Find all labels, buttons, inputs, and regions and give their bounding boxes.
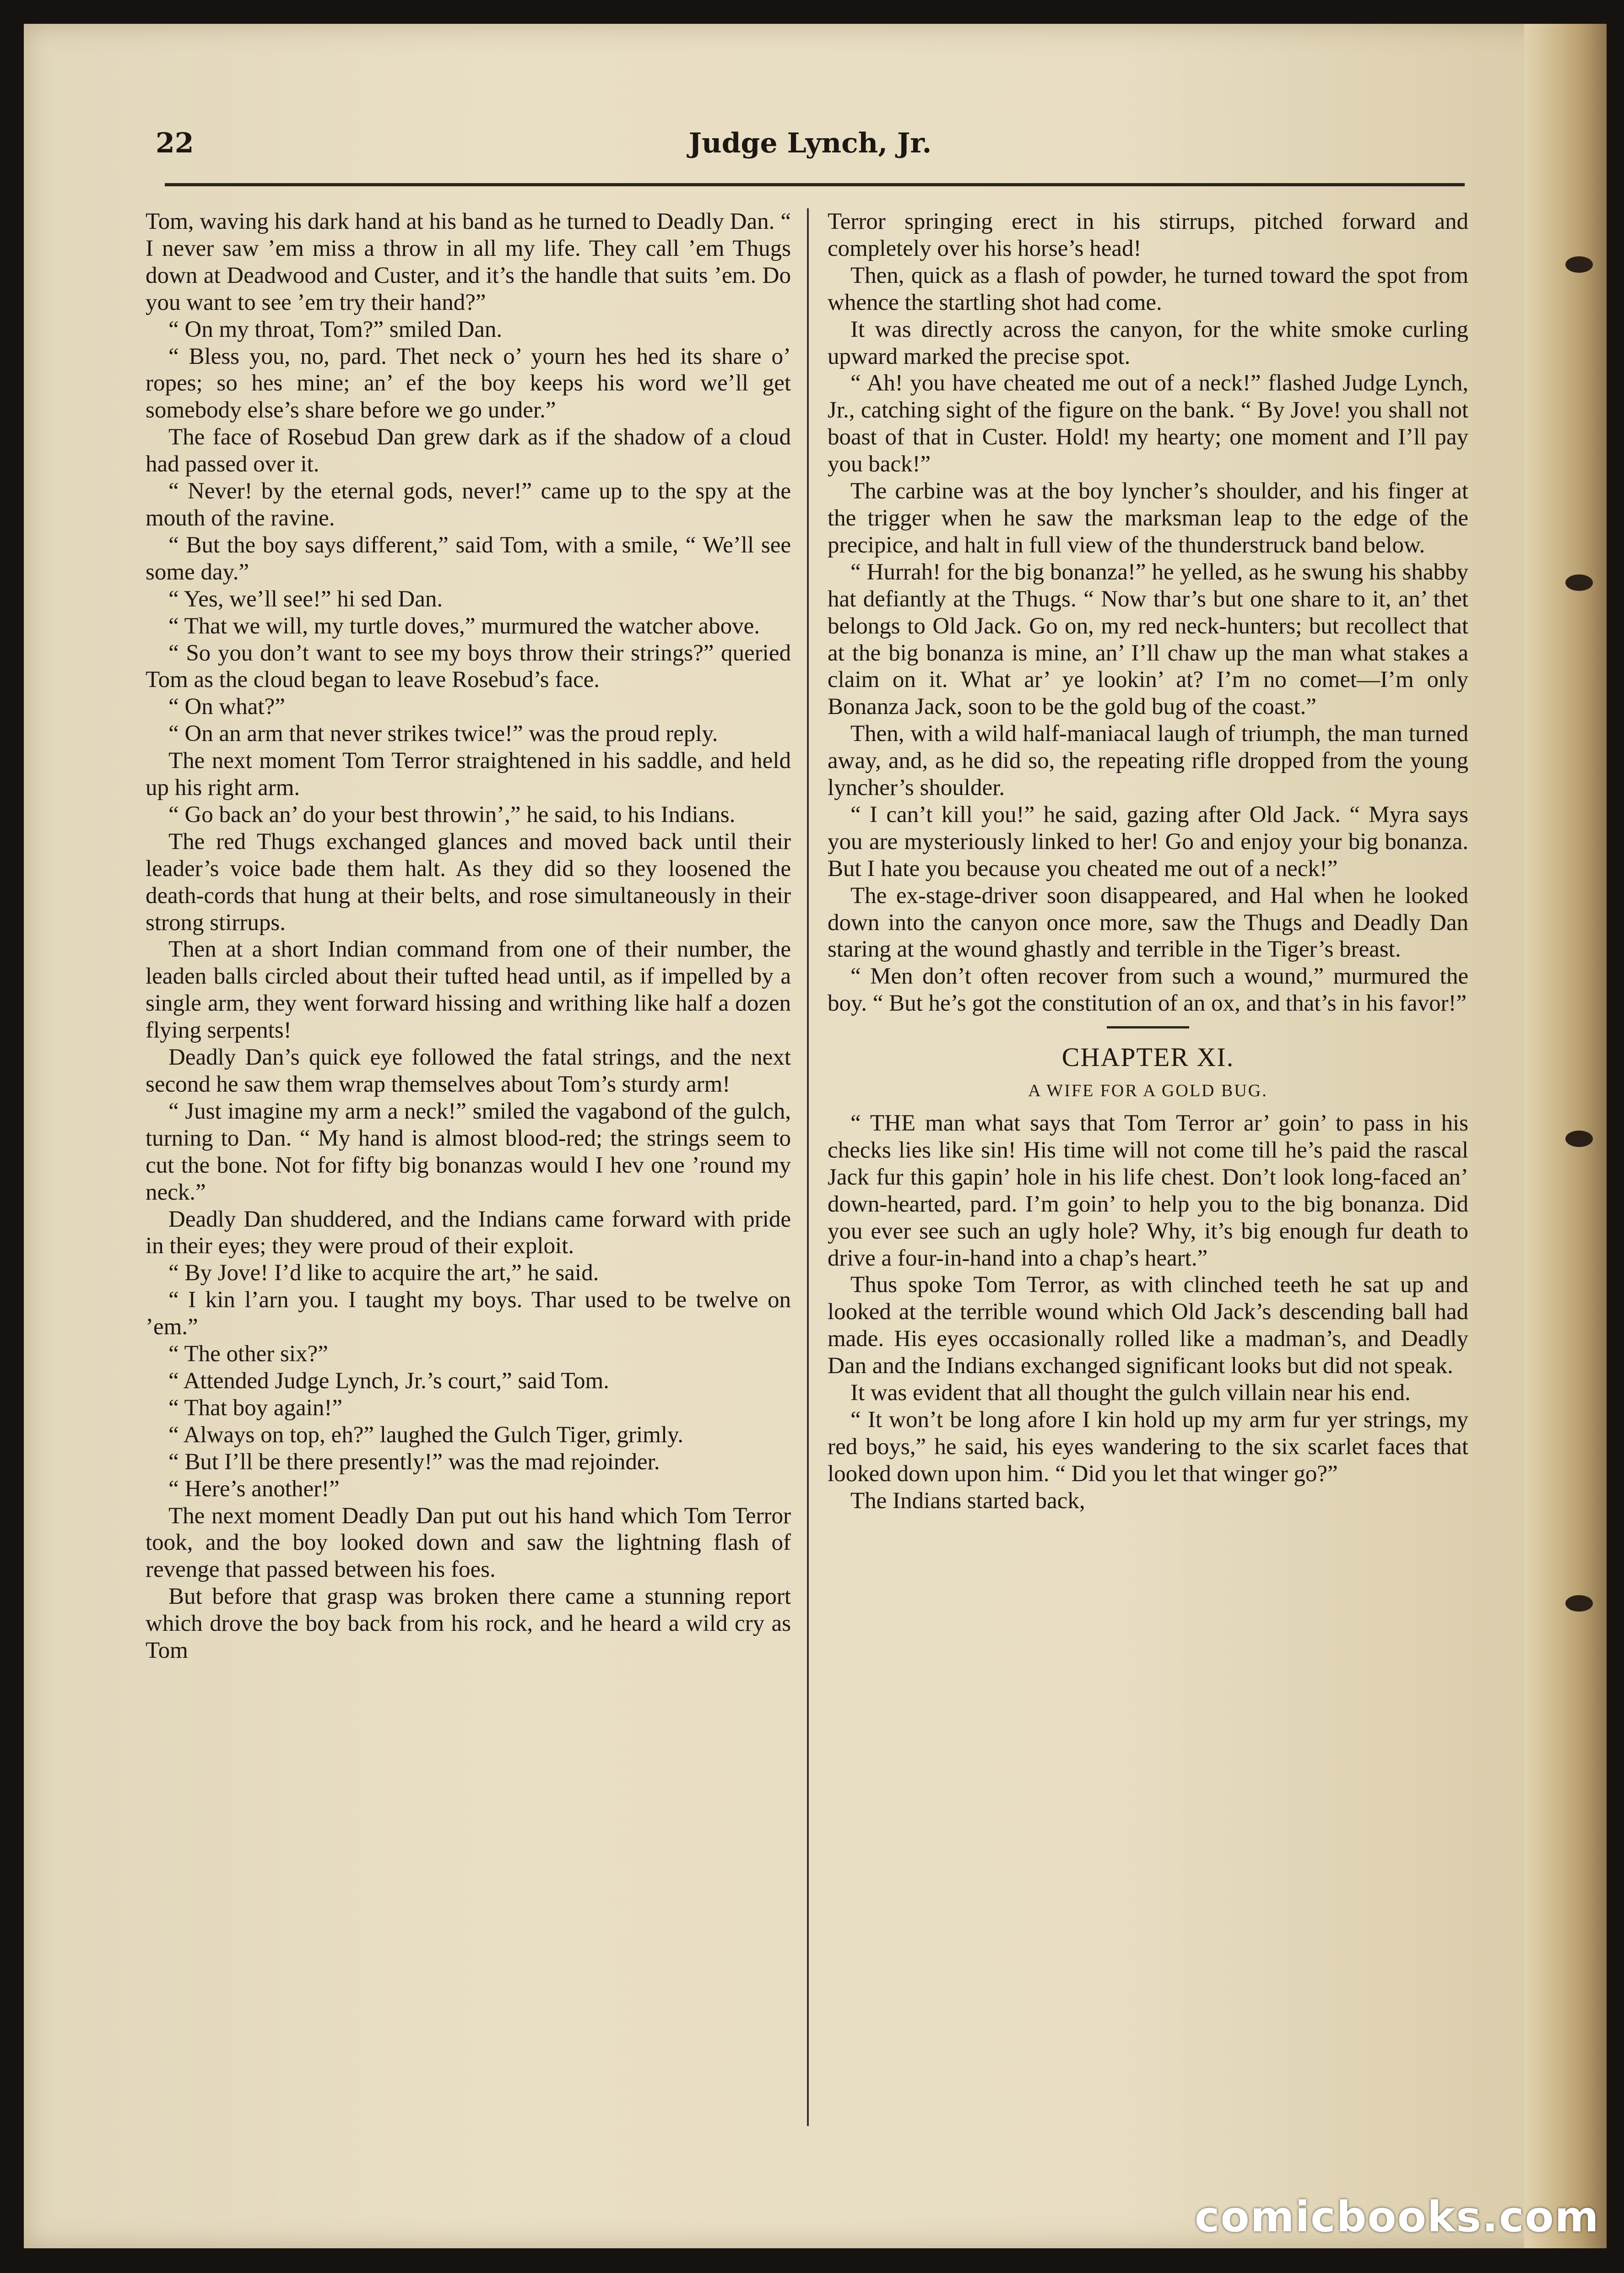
header-rule: [165, 183, 1465, 186]
binding-hole: [1565, 256, 1593, 273]
chapter-subtitle: A WIFE FOR A GOLD BUG.: [1028, 1081, 1268, 1101]
paragraph: The next moment Tom Terror straightened in his saddle, and held up his right arm.: [146, 748, 791, 801]
binding-hole: [1565, 1595, 1593, 1612]
paragraph: “ Hurrah! for the big bonanza!” he yelled, as he swung his shabby hat defiantly at the Thugs. “ Now thar’s but one share to it, an’ thet belongs to Old Jack. Go on, my red neck-hunters; but recollect that at the big bonanza is mine, an’ I’ll chaw up the man what stakes a claim on it. What ar’ ye lookin’ at? I’m no comet—I’m only Bonanza Jack, soon to be the gold bug of the coast.”: [828, 559, 1468, 720]
paragraph: Deadly Dan shuddered, and the Indians came forward with pride in their eyes; they were proud of their exploit.: [146, 1206, 791, 1259]
paragraph: “ That boy again!”: [168, 1395, 342, 1421]
paragraph: “ Just imagine my arm a neck!” smiled the vagabond of the gulch, turning to Dan. “ My hand is almost blood-red; the strings seem to cut the bone. Not for fifty big bonanzas would I hev one ’round my neck.”: [146, 1098, 791, 1205]
paragraph: Terror springing erect in his stirrups, pitched forward and completely over his horse’s head!: [828, 209, 1468, 261]
paragraph: “ But the boy says different,” said Tom, with a smile, “ We’ll see some day.”: [146, 532, 791, 585]
paragraph: “ Attended Judge Lynch, Jr.’s court,” said Tom.: [168, 1368, 609, 1394]
paragraph: The face of Rosebud Dan grew dark as if the shadow of a cloud had passed over it.: [146, 424, 791, 477]
paragraph: “ On what?”: [168, 694, 285, 720]
chapter-title: CHAPTER XI.: [1061, 1042, 1234, 1072]
paragraph: Tom, waving his dark hand at his band as he turned to Deadly Dan. “ I never saw ’em miss a throw in all my life. They call ’em Thugs down at Deadwood and Custer, and it’s the handle that suits ’em. Do you want to see ’em try their hand?”: [146, 209, 791, 315]
paragraph: “ So you don’t want to see my boys throw their strings?” queried Tom as the cloud began to leave Rosebud’s face.: [146, 640, 791, 693]
paragraph: Deadly Dan’s quick eye followed the fatal strings, and the next second he saw them wrap themselves about Tom’s sturdy arm!: [146, 1044, 791, 1097]
page-number: 22: [156, 127, 194, 159]
paragraph: Thus spoke Tom Terror, as with clinched teeth he sat up and looked at the terrible wound which Old Jack’s descending ball had made. His eyes occasionally rolled like a madman’s, and Deadly Dan and the Indians exchanged significant looks but did not speak.: [828, 1272, 1468, 1379]
paragraph: The next moment Deadly Dan put out his hand which Tom Terror took, and the boy looked down and saw the lightning flash of revenge that passed between his foes.: [146, 1503, 791, 1583]
paragraph: Then, quick as a flash of powder, he turned toward the spot from whence the startling shot had come.: [828, 262, 1468, 315]
paragraph: “ I can’t kill you!” he said, gazing after Old Jack. “ Myra says you are mysteriously linked to her! Go and enjoy your big bonanza. But I hate you because you cheated me out of a neck!”: [828, 801, 1468, 882]
section-rule: [1107, 1026, 1189, 1028]
page-header: [156, 127, 1465, 164]
paragraph: The carbine was at the boy lyncher’s shoulder, and his finger at the trigger when he saw the marksman leap to the edge of the precipice, and halt in full view of the thunderstruck band below.: [828, 478, 1468, 558]
paragraph: It was directly across the canyon, for the white smoke curling upward marked the precise spot.: [828, 316, 1468, 369]
page-binding-edge: [1524, 24, 1607, 2248]
paragraph: “ Here’s another!”: [168, 1476, 340, 1502]
paragraph: “ By Jove! I’d like to acquire the art,” he said.: [168, 1260, 599, 1286]
paragraph: “ I kin l’arn you. I taught my boys. Thar used to be twelve on ’em.”: [146, 1287, 791, 1340]
paragraph: The red Thugs exchanged glances and moved back until their leader’s voice bade them halt. As they did so they loosened the death-cords that hung at their belts, and rose simultaneously in their strong stirrups.: [146, 828, 791, 936]
binding-hole: [1565, 1131, 1593, 1147]
paragraph: “ Men don’t often recover from such a wound,” murmured the boy. “ But he’s got the constitution of an ox, and that’s in his favor!”: [828, 963, 1468, 1017]
right-column-top: [828, 208, 1468, 1017]
paragraph: “ Yes, we’ll see!” hi sed Dan.: [168, 586, 443, 612]
paragraph: “ Always on top, eh?” laughed the Gulch Tiger, grimly.: [168, 1422, 683, 1448]
binding-hole: [1565, 574, 1593, 591]
paragraph: Then, with a wild half-maniacal laugh of triumph, the man turned away, and, as he did so, the repeating rifle dropped from the young lyncher’s shoulder.: [828, 721, 1468, 801]
paragraph: “ That we will, my turtle doves,” murmured the watcher above.: [168, 613, 760, 639]
paragraph: “ The other six?”: [168, 1341, 328, 1367]
column-divider: [807, 208, 809, 2126]
right-column: [828, 208, 1468, 1515]
paragraph: “ Bless you, no, pard. Thet neck o’ yourn hes hed its share o’ ropes; so hes mine; an’ ef the boy keeps his word we’ll get somebody else’s share before we go under.”: [146, 343, 791, 423]
paragraph: But before that grasp was broken there came a stunning report which drove the boy back from his rock, and he heard a wild cry as Tom: [146, 1584, 791, 1664]
paragraph: “ THE man what says that Tom Terror ar’ goin’ to pass in his checks lies like sin! His time will not come till he’s paid the rascal Jack fur this gapin’ hole in his life chest. Don’t look long-faced an’ down-hearted, pard. I’m goin’ to help you to the big bonanza. Did you ever see such an ugly hole? Why, it’s big enough fur death to drive a four-in-hand into a chap’s heart.”: [828, 1110, 1468, 1271]
paragraph: “ On my throat, Tom?” smiled Dan.: [168, 316, 503, 342]
paragraph: “ On an arm that never strikes twice!” was the proud reply.: [168, 721, 718, 747]
paragraph: “ But I’ll be there presently!” was the mad rejoinder.: [168, 1449, 660, 1475]
paragraph: “ Go back an’ do your best throwin’,” he said, to his Indians.: [168, 801, 736, 828]
paragraph: “ Never! by the eternal gods, never!” came up to the spy at the mouth of the ravine.: [146, 478, 791, 531]
paragraph: “ It won’t be long afore I kin hold up my arm fur yer strings, my red boys,” he said, his eyes wandering to the six scarlet faces that looked down upon him. “ Did you let that winger go?”: [828, 1407, 1468, 1487]
watermark: comicbooks.com: [1195, 2192, 1600, 2241]
paragraph: The Indians started back,: [850, 1488, 1085, 1514]
left-column: [146, 208, 791, 1664]
running-head: Judge Lynch, Jr.: [688, 127, 932, 159]
paragraph: It was evident that all thought the gulch villain near his end.: [850, 1380, 1411, 1406]
paragraph: The ex-stage-driver soon disappeared, and Hal when he looked down into the canyon once more, saw the Thugs and Deadly Dan staring at the wound ghastly and terrible in the Tiger’s breast.: [828, 882, 1468, 963]
paragraph: Then at a short Indian command from one of their number, the leaden balls circled about their tufted head until, as if impelled by a single arm, they went forward hissing and writhing like half a dozen flying serpents!: [146, 936, 791, 1044]
right-column-bottom: [828, 1110, 1468, 1515]
paragraph: “ Ah! you have cheated me out of a neck!” flashed Judge Lynch, Jr., catching sight of the figure on the bank. “ By Jove! you shall not boast of that in Custer. Hold! my hearty; one moment and I’ll pay you back!”: [828, 370, 1468, 477]
